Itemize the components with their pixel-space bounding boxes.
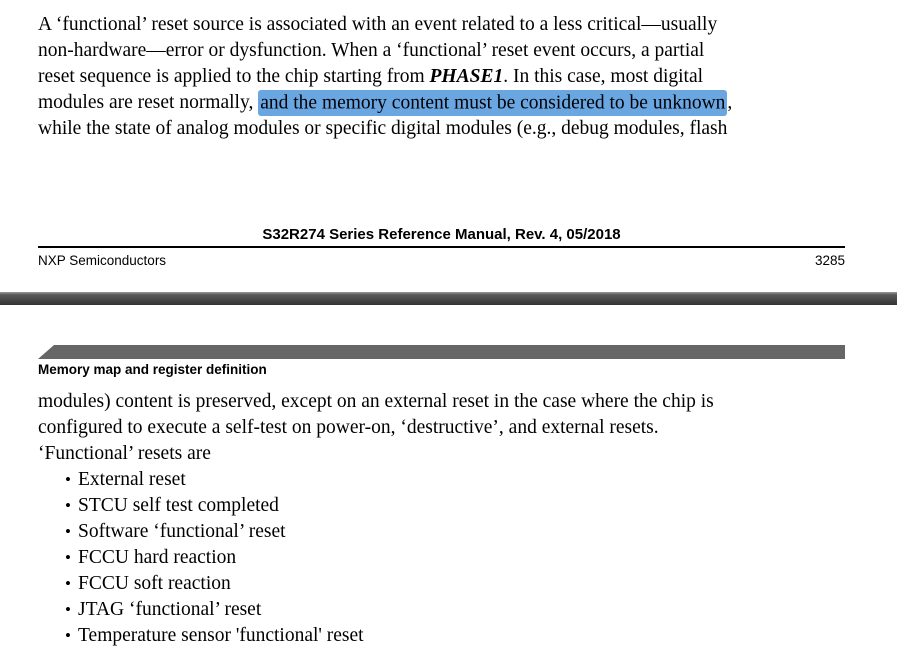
bullet-icon: • xyxy=(65,600,71,619)
selected-text-highlight[interactable]: and the memory content must be considered to be unknown xyxy=(258,90,727,116)
body-text: modules) content is preserved, except on an external reset in the case where the chip is xyxy=(38,391,714,412)
publisher-name: NXP Semiconductors xyxy=(38,253,167,268)
list-item xyxy=(38,519,868,545)
list-item-text: STCU self test completed xyxy=(78,495,279,516)
page2-paragraph xyxy=(38,389,868,649)
bullet-icon: • xyxy=(65,470,71,489)
list-item-text: FCCU hard reaction xyxy=(78,547,237,568)
page-separator-bar xyxy=(0,292,897,305)
list-item xyxy=(38,545,868,571)
body-text: non-hardware—error or dysfunction. When a ‘functional’ reset event occurs, a partial xyxy=(38,40,705,61)
footer-row xyxy=(38,254,845,268)
page1-paragraph xyxy=(38,12,868,142)
body-text: modules are reset normally, xyxy=(38,92,259,113)
bullet-icon: • xyxy=(65,574,71,593)
list-item-text: JTAG ‘functional’ reset xyxy=(78,599,262,620)
paragraph-line xyxy=(38,441,868,467)
list-item xyxy=(38,571,868,597)
list-item xyxy=(38,493,868,519)
paragraph-line xyxy=(38,389,868,415)
list-item-text: Software ‘functional’ reset xyxy=(78,521,286,542)
paragraph-line xyxy=(38,415,868,441)
paragraph-line xyxy=(38,90,868,116)
list-item xyxy=(38,623,868,649)
paragraph-line xyxy=(38,64,868,90)
body-text: configured to execute a self-test on power-on, ‘destructive’, and external resets. xyxy=(38,417,659,438)
bullet-icon: • xyxy=(65,496,71,515)
bullet-icon: • xyxy=(65,626,71,645)
body-text: ‘Functional’ resets are xyxy=(38,443,211,464)
body-text: , xyxy=(727,92,733,113)
body-text: . In this case, most digital xyxy=(503,66,704,87)
body-text: A ‘functional’ reset source is associated with an event related to a less critical—usually xyxy=(38,14,718,35)
list-item-text: FCCU soft reaction xyxy=(78,573,231,594)
body-text: while the state of analog modules or specific digital modules (e.g., debug modules, flash xyxy=(38,118,728,139)
footer-rule xyxy=(38,246,845,248)
paragraph-line xyxy=(38,12,868,38)
list-item-text: External reset xyxy=(78,469,186,490)
paragraph-line xyxy=(38,38,868,64)
list-item-text: Temperature sensor 'functional' reset xyxy=(78,625,364,646)
bullet-icon: • xyxy=(65,522,71,541)
manual-title-footer: S32R274 Series Reference Manual, Rev. 4, 05/2018 xyxy=(262,226,621,243)
phase1-emphasis: PHASE1 xyxy=(429,66,504,87)
paragraph-line xyxy=(38,116,868,142)
list-item xyxy=(38,467,868,493)
list-item xyxy=(38,597,868,623)
section-banner xyxy=(38,345,845,359)
page-number: 3285 xyxy=(814,253,845,268)
body-text: reset sequence is applied to the chip starting from xyxy=(38,66,430,87)
bullet-icon: • xyxy=(65,548,71,567)
section-header: Memory map and register definition xyxy=(38,362,267,377)
